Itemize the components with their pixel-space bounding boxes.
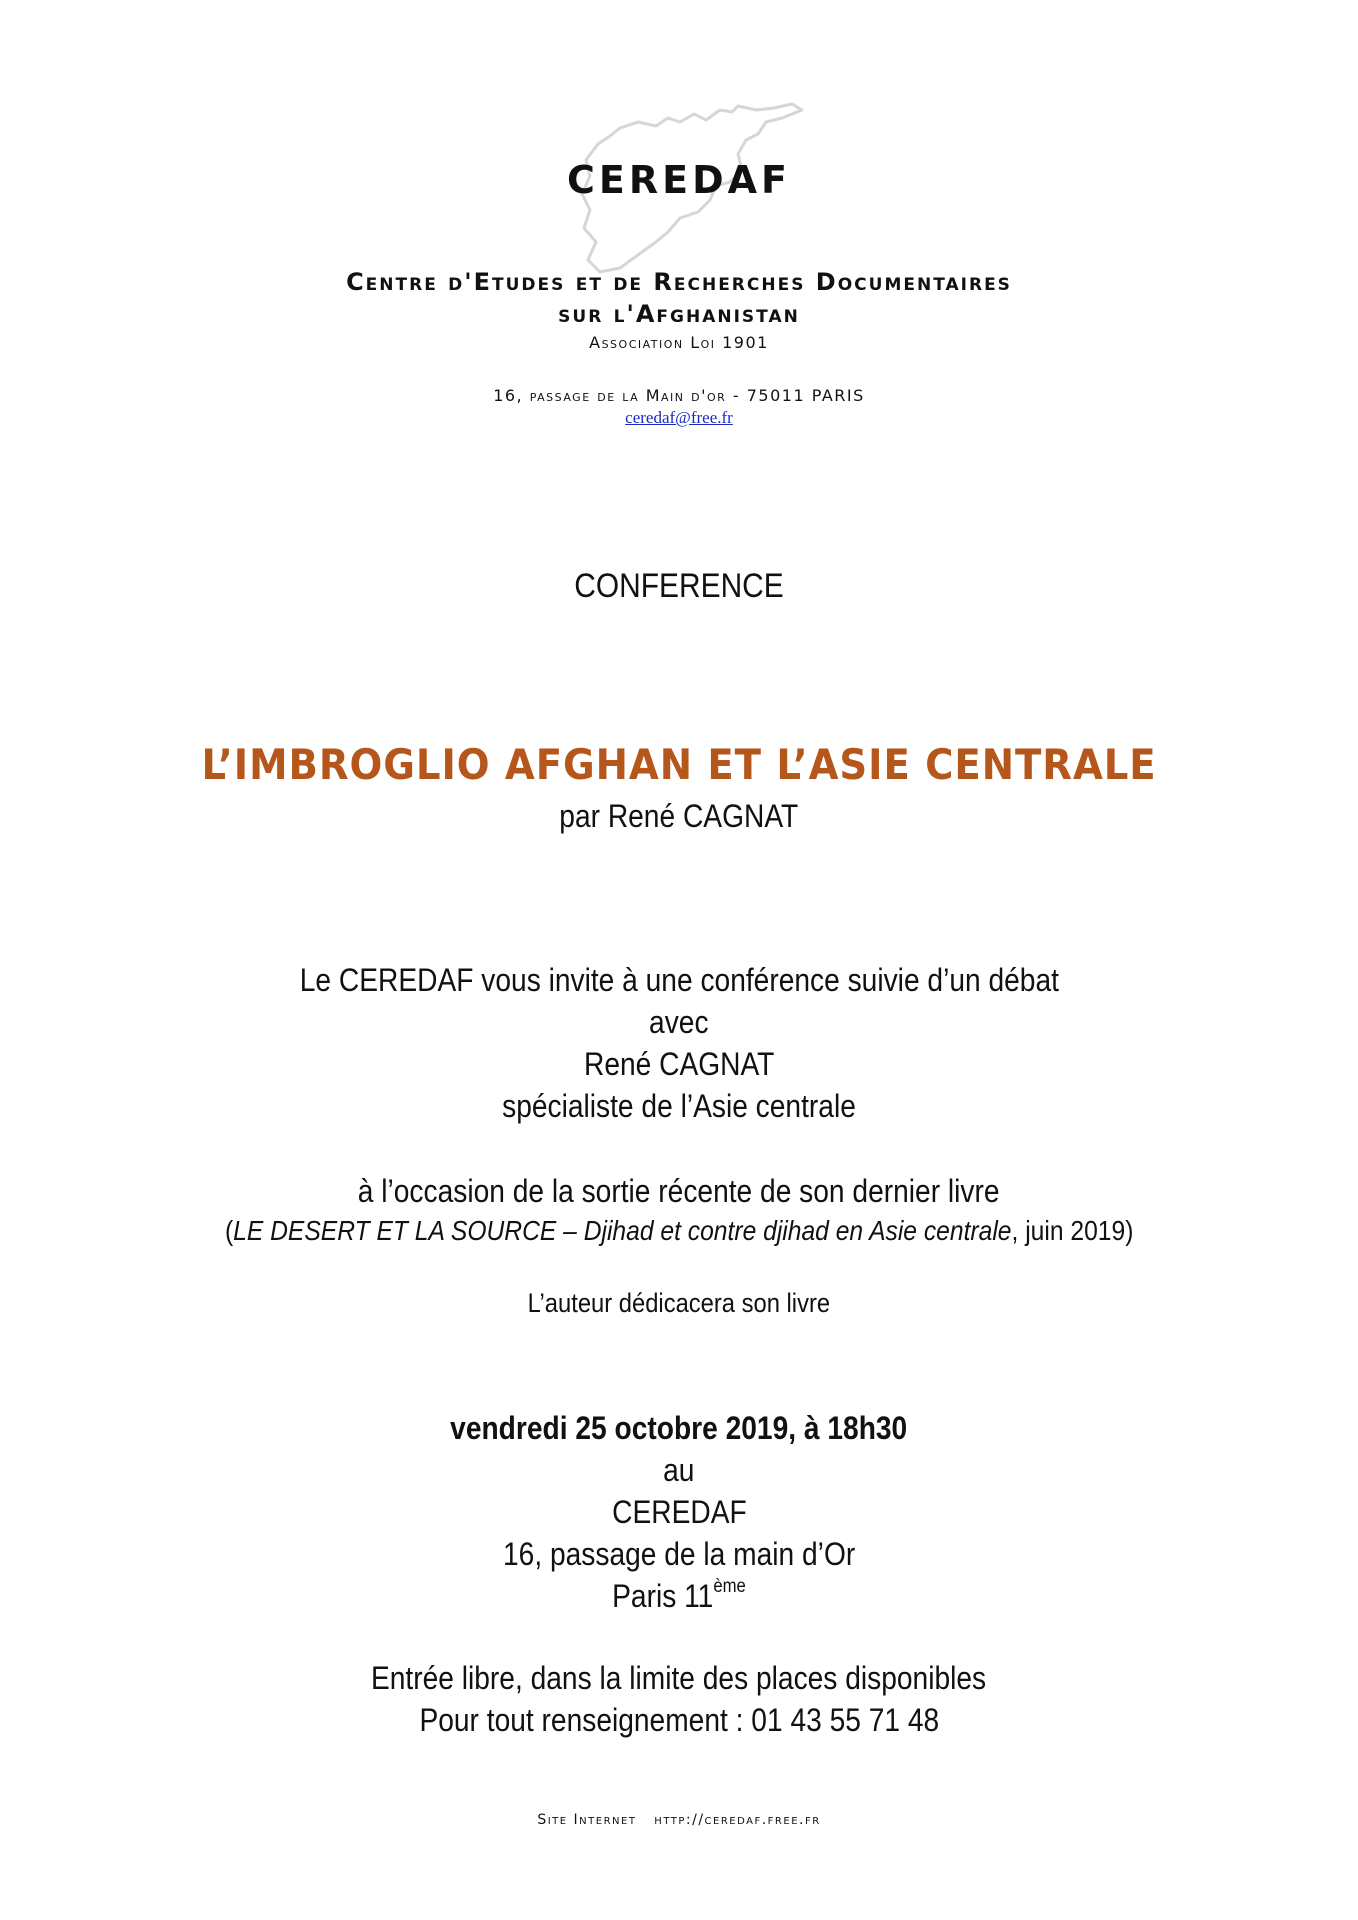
invite-line-text: Le CEREDAF vous invite à une conférence suivie d’un débat (299, 962, 1059, 998)
event-type-label: CONFERENCE (574, 567, 784, 605)
venue-city-suffix: ème (713, 1576, 746, 1597)
with-line-text: avec (649, 1004, 709, 1040)
venue-city (0, 1578, 1358, 1615)
org-address: 16, passage de la Main d'or - 75011 PARIS (493, 386, 865, 405)
at-line (0, 1452, 1358, 1489)
speaker-role (0, 1088, 1358, 1125)
venue-name-text: CEREDAF (611, 1494, 747, 1530)
event-date-text: vendredi 25 octobre 2019, à 18h30 (450, 1410, 908, 1446)
invite-line (0, 962, 1358, 999)
dedication-note (0, 1288, 1358, 1319)
venue-name (0, 1494, 1358, 1531)
speaker-name (0, 1046, 1358, 1083)
logo-text: CEREDAF (567, 158, 791, 202)
email-row (0, 408, 1358, 428)
venue-street (0, 1536, 1358, 1573)
entry-note-text: Entrée libre, dans la limite des places disponibles (371, 1660, 987, 1696)
event-date (0, 1410, 1358, 1447)
contact-phone-text: Pour tout renseignement : 01 43 55 71 48 (419, 1702, 939, 1738)
footer-website (0, 1812, 1358, 1828)
event-type (0, 567, 1358, 606)
speaker-name-text: René CAGNAT (583, 1046, 775, 1082)
association-label: Association Loi 1901 (589, 333, 769, 352)
event-byline-text: par René CAGNAT (559, 798, 799, 834)
with-line (0, 1004, 1358, 1041)
contact-phone (0, 1702, 1358, 1739)
venue-city-text (612, 1578, 746, 1615)
book-reference (0, 1215, 1358, 1247)
event-title (0, 740, 1358, 789)
venue-city-name: Paris 11 (612, 1578, 714, 1614)
entry-note (0, 1660, 1358, 1697)
occasion-line-text: à l’occasion de la sortie récente de son dernier livre (358, 1173, 1000, 1209)
at-line-text: au (663, 1452, 695, 1488)
book-title: LE DESERT ET LA SOURCE – Djihad et contre djihad en Asie centrale (232, 1215, 1012, 1246)
occasion-line (0, 1173, 1358, 1210)
org-name-line2: sur l'Afghanistan (558, 300, 800, 328)
event-byline (0, 798, 1358, 835)
org-name-line1: Centre d'Etudes et de Recherches Documentaires (346, 268, 1012, 296)
venue-street-text: 16, passage de la main d’Or (502, 1536, 856, 1572)
footer-site-url[interactable]: http://ceredaf.free.fr (654, 1812, 821, 1828)
book-date: , juin 2019) (1011, 1215, 1134, 1246)
footer-site-label: Site Internet (537, 1812, 637, 1828)
email-link[interactable]: ceredaf@free.fr (625, 408, 733, 427)
speaker-role-text: spécialiste de l’Asie centrale (502, 1088, 856, 1124)
event-title-text: L’IMBROGLIO AFGHAN ET L’ASIE CENTRALE (201, 740, 1157, 789)
dedication-text: L’auteur dédicacera son livre (527, 1288, 831, 1318)
book-open-paren: ( (224, 1215, 233, 1246)
book-reference-text (225, 1215, 1133, 1247)
